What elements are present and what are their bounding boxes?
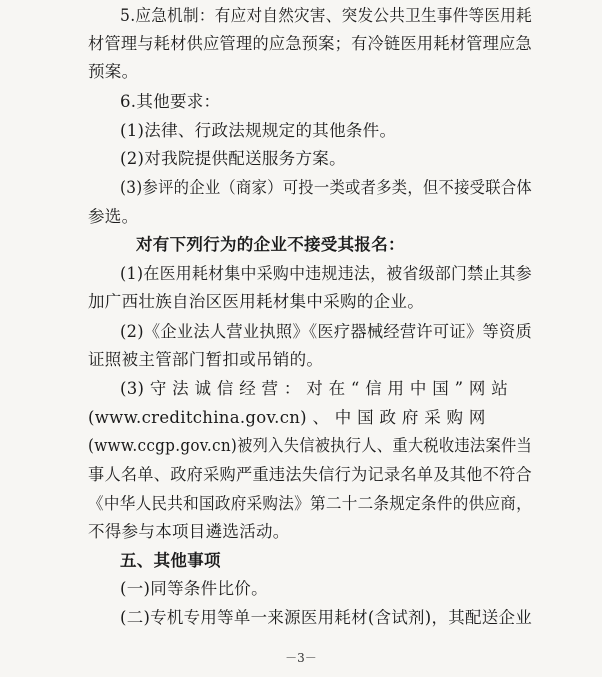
text-line: 加广西壮族自治区医用耗材集中采购的企业。 xyxy=(88,292,424,311)
text-line: (www.ccgp.gov.cn)被列入失信被执行人、重大税收违法案件当 xyxy=(88,436,532,455)
text-line: (www.creditchina.gov.cn) 、 中 国 政 府 采 购 网 xyxy=(88,408,486,427)
text-line: (2)《企业法人营业执照》《医疗器械经营许可证》等资质 xyxy=(120,322,532,341)
text-line: 5.应急机制：有应对自然灾害、突发公共卫生事件等医用耗 xyxy=(120,6,532,25)
text-line: (1)法律、行政法规规定的其他条件。 xyxy=(120,121,397,140)
text-line: 材管理与耗材供应管理的应急预案；有冷链医用耗材管理应急 xyxy=(88,34,532,53)
text-line: (二)专机专用等单一来源医用耗材(含试剂)，其配送企业 xyxy=(120,608,532,627)
text-line: 6.其他要求： xyxy=(120,92,221,111)
section-heading: 对有下列行为的企业不接受其报名： xyxy=(136,235,405,254)
page-number: －3－ xyxy=(285,651,317,665)
section-heading: 五、其他事项 xyxy=(120,551,221,570)
text-line: 参选。 xyxy=(88,207,139,226)
text-line: (2)对我院提供配送服务方案。 xyxy=(120,149,346,168)
text-line: (1)在医用耗材集中采购中违规违法，被省级部门禁止其参 xyxy=(120,264,532,283)
text-line: 预案。 xyxy=(88,62,139,81)
text-line: (3)参评的企业（商家）可投一类或者多类，但不接受联合体 xyxy=(120,178,532,197)
text-line: 不得参与本项目遴选活动。 xyxy=(88,522,290,541)
text-line: 《中华人民共和国政府采购法》第二十二条规定条件的供应商， xyxy=(88,494,532,513)
text-line: 事人名单、政府采购严重违法失信行为记录名单及其他不符合 xyxy=(88,465,532,484)
text-line: (3) 守 法 诚 信 经 营 ： 对 在 “ 信 用 中 国 ” 网 站 xyxy=(120,379,509,398)
text-line: (一)同等条件比价。 xyxy=(120,579,268,598)
text-line: 证照被主管部门暂扣或吊销的。 xyxy=(88,350,324,369)
